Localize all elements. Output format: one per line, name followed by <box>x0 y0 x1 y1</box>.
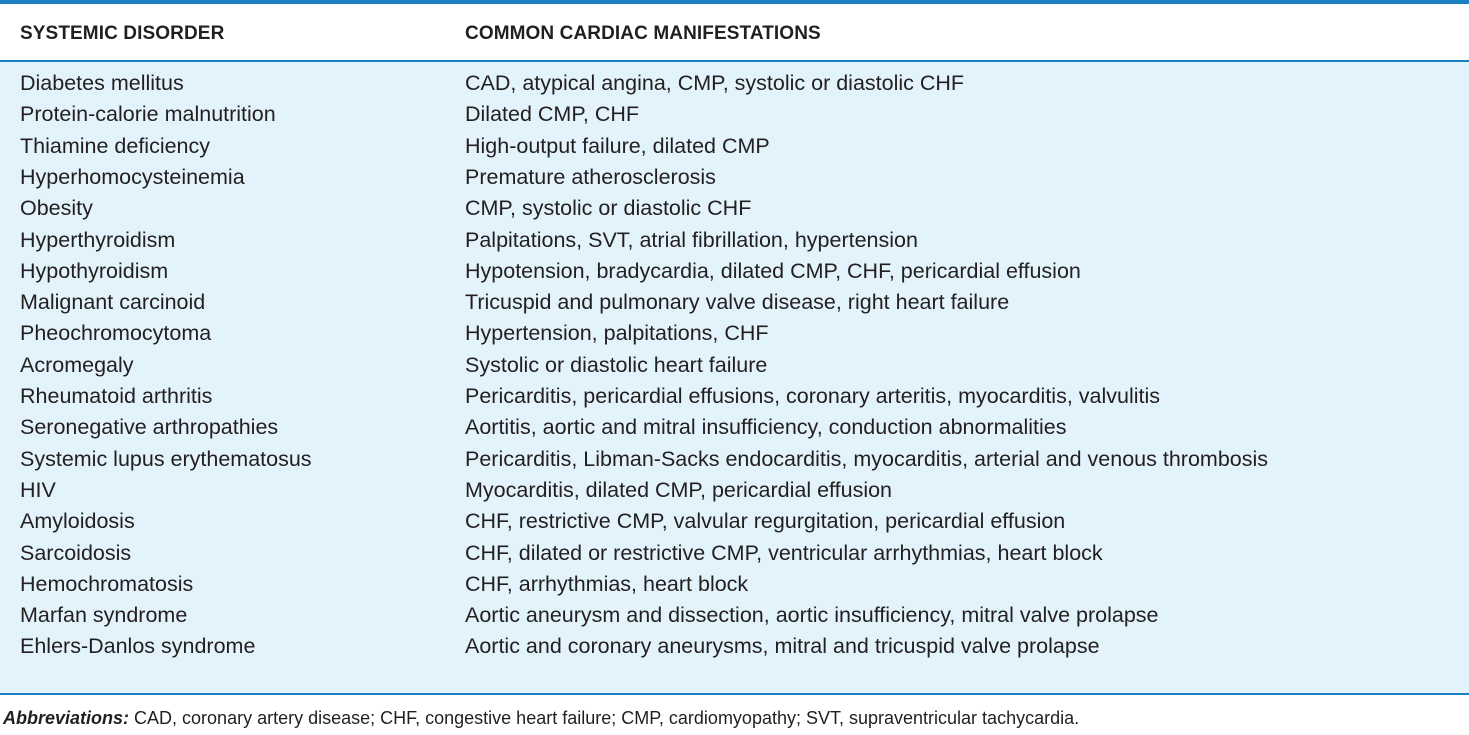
systemic-disorder-cell: Sarcoidosis <box>20 540 132 565</box>
table-row <box>0 193 1469 224</box>
table-row <box>0 506 1469 537</box>
table-row <box>0 256 1469 287</box>
table-row <box>0 475 1469 506</box>
table-bottom-rule <box>0 693 1469 695</box>
systemic-disorder-cell: Systemic lupus erythematosus <box>20 446 312 471</box>
systemic-disorder-cell: Malignant carcinoid <box>20 290 206 315</box>
systemic-disorder-cell: Obesity <box>20 196 93 221</box>
table-row <box>0 287 1469 318</box>
cardiac-manifestations-cell: High-output failure, dilated CMP <box>465 133 770 158</box>
table-row <box>0 99 1469 130</box>
table-row <box>0 631 1469 662</box>
systemic-disorder-cell: Amyloidosis <box>20 509 135 534</box>
cardiac-manifestations-cell: Pericarditis, Libman-Sacks endocarditis, myocarditis, arterial and venous thrombosis <box>465 446 1269 471</box>
cardiac-manifestations-cell: Aortic and coronary aneurysms, mitral and tricuspid valve prolapse <box>465 634 1100 659</box>
table-row <box>0 131 1469 162</box>
cardiac-manifestations-cell: Tricuspid and pulmonary valve disease, right heart failure <box>465 290 1010 315</box>
systemic-disorder-cell: HIV <box>20 477 56 502</box>
header-cardiac-manifestations: COMMON CARDIAC MANIFESTATIONS <box>465 23 821 44</box>
systemic-disorder-cell: Marfan syndrome <box>20 603 188 628</box>
cardiac-manifestations-cell: Hypertension, palpitations, CHF <box>465 321 769 346</box>
table-row <box>0 381 1469 412</box>
cardiac-manifestations-cell: Premature atherosclerosis <box>465 164 716 189</box>
systemic-disorder-cell: Hyperthyroidism <box>20 227 176 252</box>
table-row <box>0 225 1469 256</box>
table-body <box>0 62 1469 693</box>
cardiac-manifestations-cell: CHF, dilated or restrictive CMP, ventricular arrhythmias, heart block <box>465 540 1103 565</box>
cardiac-manifestations-cell: Pericarditis, pericardial effusions, coronary arteritis, myocarditis, valvulitis <box>465 384 1161 408</box>
footnote-text: CAD, coronary artery disease; CHF, congestive heart failure; CMP, cardiomyopathy; SVT, supraventricular tachycardia. <box>129 708 1080 728</box>
systemic-disorder-cell: Thiamine deficiency <box>20 133 211 158</box>
cardiac-manifestations-cell: Aortic aneurysm and dissection, aortic insufficiency, mitral valve prolapse <box>465 603 1159 628</box>
cardiac-manifestations-cell: Hypotension, bradycardia, dilated CMP, CHF, pericardial effusion <box>465 258 1081 283</box>
table-row <box>0 444 1469 475</box>
cardiac-manifestations-cell: CHF, arrhythmias, heart block <box>465 571 749 596</box>
table-row <box>0 162 1469 193</box>
cardiac-manifestations-cell: Palpitations, SVT, atrial fibrillation, hypertension <box>465 227 918 252</box>
table-row <box>0 350 1469 381</box>
table-row <box>0 412 1469 443</box>
table-row <box>0 569 1469 600</box>
table-row <box>0 600 1469 631</box>
systemic-disorder-cell: Hemochromatosis <box>20 571 194 596</box>
systemic-disorder-cell: Pheochromocytoma <box>20 321 212 346</box>
header-systemic-disorder: SYSTEMIC DISORDER <box>20 23 225 44</box>
cardiac-manifestations-cell: Systolic or diastolic heart failure <box>465 352 768 377</box>
systemic-disorder-cell: Protein-calorie malnutrition <box>20 102 276 127</box>
systemic-disorder-cell: Hyperhomocysteinemia <box>20 164 245 189</box>
table-row <box>0 318 1469 349</box>
cardiac-manifestations-cell: CMP, systolic or diastolic CHF <box>465 196 752 221</box>
cardiac-manifestations-cell: Myocarditis, dilated CMP, pericardial effusion <box>465 477 893 502</box>
table-row <box>0 68 1469 99</box>
abbreviations-footnote <box>3 708 1079 729</box>
systemic-disorder-cell: Acromegaly <box>20 352 134 377</box>
cardiac-manifestations-cell: CAD, atypical angina, CMP, systolic or diastolic CHF <box>465 71 965 95</box>
systemic-disorder-cell: Seronegative arthropathies <box>20 415 279 440</box>
systemic-disorder-cell: Diabetes mellitus <box>20 71 184 95</box>
cardiac-manifestations-cell: Aortitis, aortic and mitral insufficiency, conduction abnormalities <box>465 415 1067 440</box>
systemic-disorder-cell: Rheumatoid arthritis <box>20 384 213 408</box>
cardiac-manifestations-cell: Dilated CMP, CHF <box>465 102 640 127</box>
systemic-disorder-cell: Ehlers-Danlos syndrome <box>20 634 256 659</box>
table-header <box>0 4 1469 60</box>
systemic-disorder-cell: Hypothyroidism <box>20 258 169 283</box>
cardiac-manifestations-cell: CHF, restrictive CMP, valvular regurgitation, pericardial effusion <box>465 509 1066 534</box>
footnote-label: Abbreviations: <box>3 708 130 728</box>
table-row <box>0 538 1469 569</box>
